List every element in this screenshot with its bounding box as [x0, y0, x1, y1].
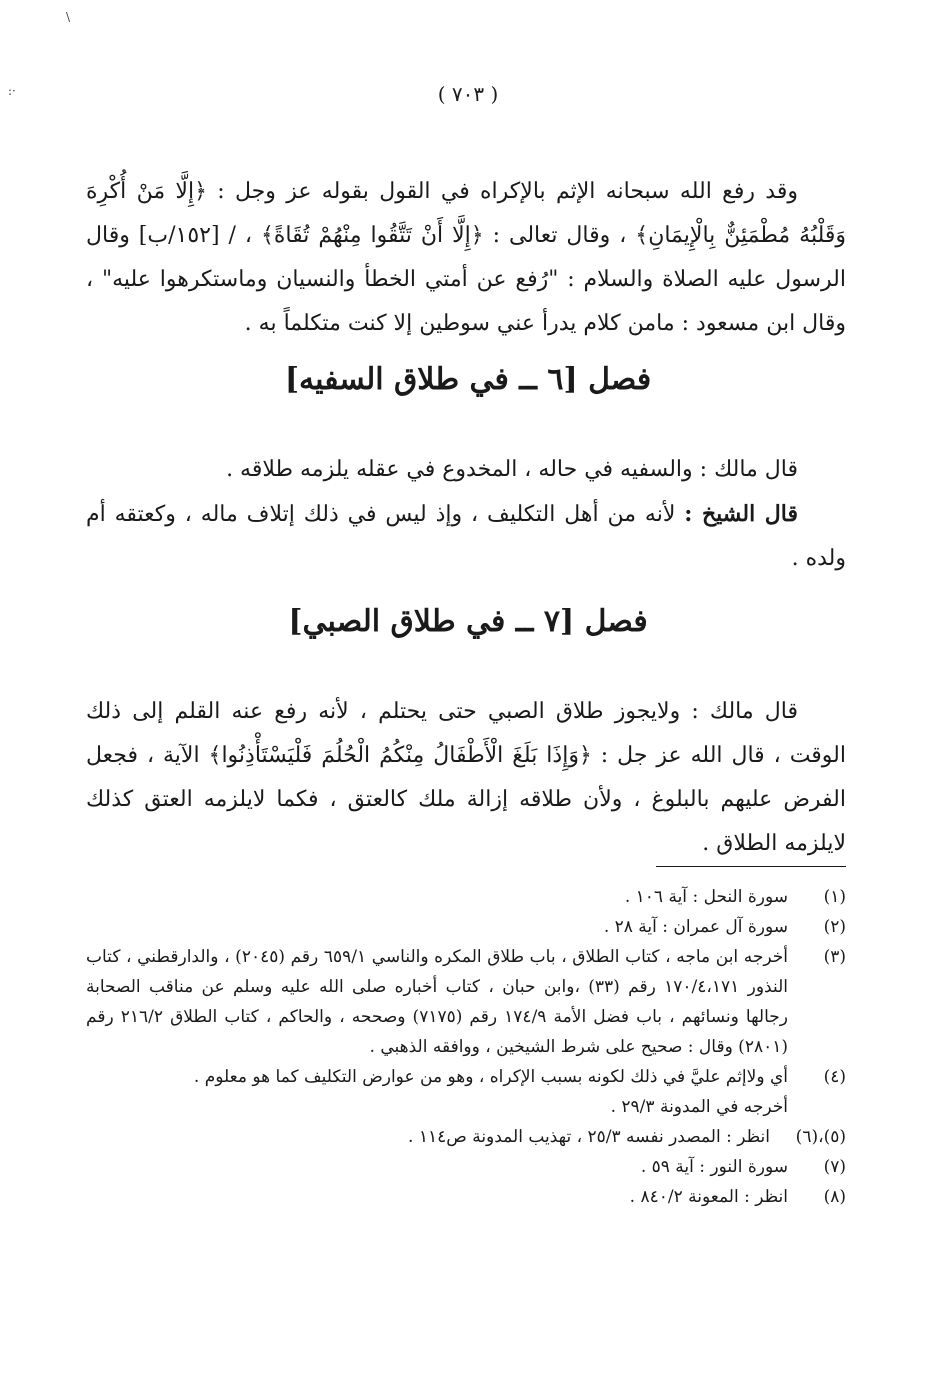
- footnote: [86, 1062, 846, 1092]
- footnotes: [86, 882, 846, 1212]
- footnote-divider: [656, 866, 846, 867]
- scan-speck: ·:: [8, 84, 16, 98]
- footnote: [86, 912, 846, 942]
- paragraph-sheikh: [86, 492, 846, 581]
- footnote-number: (٥)،(٦): [795, 1127, 846, 1147]
- footnote: [86, 1152, 846, 1182]
- footnote-number: (١): [823, 887, 846, 907]
- footnote-number: (٣): [823, 947, 846, 967]
- section-heading-6: فصل [٦ ــ في طلاق السفيه]: [284, 362, 652, 397]
- footnote-text: سورة النور : آية ٥٩ .: [640, 1157, 788, 1177]
- paragraph-text: لأنه من أهل التكليف ، وإذ ليس في ذلك إتلاف ماله ، وكعتقه أم ولده .: [86, 502, 846, 571]
- footnote-number: (٤): [823, 1067, 846, 1087]
- footnote-number: (٨): [823, 1187, 846, 1207]
- scan-speck: \: [66, 10, 71, 24]
- section-heading-7: فصل [٧ ــ في طلاق الصبي]: [288, 604, 648, 639]
- paragraph-text: وقد رفع الله سبحانه الإثم بالإكراه في القول بقوله عز وجل : ﴿إِلَّا مَنْ أُكْرِهَ وَقَلْبُهُ مُطْمَئِنٌّ بِالْإِيمَانِ﴾ ، وقال تعالى : ﴿إِلَّا أَنْ تَتَّقُوا مِنْهُمْ تُقَاةً﴾ ، / [١٥٢/ب] وقال الرسول عليه الصلاة والسلام : "رُفع عن أمتي الخطأ والنسيان وماستكرهوا عليه" ، وقال ابن مسعود : مامن كلام يدرأ عني سوطين إلا كنت متكلماً به .: [86, 179, 847, 336]
- footnote: [86, 882, 846, 912]
- section-7-body: [86, 690, 846, 866]
- footnote: [86, 1182, 846, 1212]
- footnote-text: أخرجه ابن ماجه ، كتاب الطلاق ، باب طلاق المكره والناسي ٦٥٩/١ رقم (٢٠٤٥) ، والدارقطني ، كتاب النذور ١٧٠/٤،١٧١ رقم (٣٣) ،وابن حبان ، كتاب أخباره صلى الله عليه وسلم عن مناقب الصحابة رجالها ونسائهم ، باب فضل الأمة ١٧٤/٩ رقم (٧١٧٥) وصححه ، والحاكم ، كتاب الطلاق ٢١٦/٢ رقم (٢٨٠١) وقال : صحيح على شرط الشيخين ، ووافقه الذهبي .: [86, 947, 788, 1057]
- sheikh-label: قال الشيخ :: [684, 501, 798, 527]
- footnote-text: انظر : المعونة ٨٤٠/٢ .: [629, 1187, 788, 1207]
- footnote-text: أي ولاإثم عليَّ في ذلك لكونه بسبب الإكراه ، وهو من عوارض التكليف كما هو معلوم .: [193, 1067, 788, 1087]
- paragraph-coercion: [86, 170, 846, 346]
- section-6-body: [86, 448, 846, 581]
- footnote-text: انظر : المصدر نفسه ٢٥/٣ ، تهذيب المدونة ص١١٤ .: [408, 1127, 770, 1147]
- footnote-number: (٢): [823, 917, 846, 937]
- footnote: [86, 942, 846, 1062]
- paragraph-text: قال مالك : ولايجوز طلاق الصبي حتى يحتلم ، لأنه رفع عنه القلم إلى ذلك الوقت ، قال الله عز جل : ﴿وَإِذَا بَلَغَ الْأَطْفَالُ مِنْكُمُ الْحُلُمَ فَلْيَسْتَأْذِنُوا﴾ الآية ، فجعل الفرض عليهم بالبلوغ ، ولأن طلاقه إزالة ملك كالعتق ، فكما لايلزمه العتق كذلك لايلزمه الطلاق .: [86, 699, 846, 856]
- paragraph-text: قال مالك : والسفيه في حاله ، المخدوع في عقله يلزمه طلاقه .: [226, 457, 798, 482]
- footnote-text: سورة آل عمران : آية ٢٨ .: [603, 917, 788, 937]
- footnote-continuation: أخرجه في المدونة ٢٩/٣ .: [610, 1097, 788, 1117]
- footnote-text: سورة النحل : آية ١٠٦ .: [624, 887, 788, 907]
- page-number: ( ٧٠٣ ): [437, 82, 499, 106]
- footnote: [86, 1122, 846, 1152]
- footnote-number: (٧): [823, 1157, 846, 1177]
